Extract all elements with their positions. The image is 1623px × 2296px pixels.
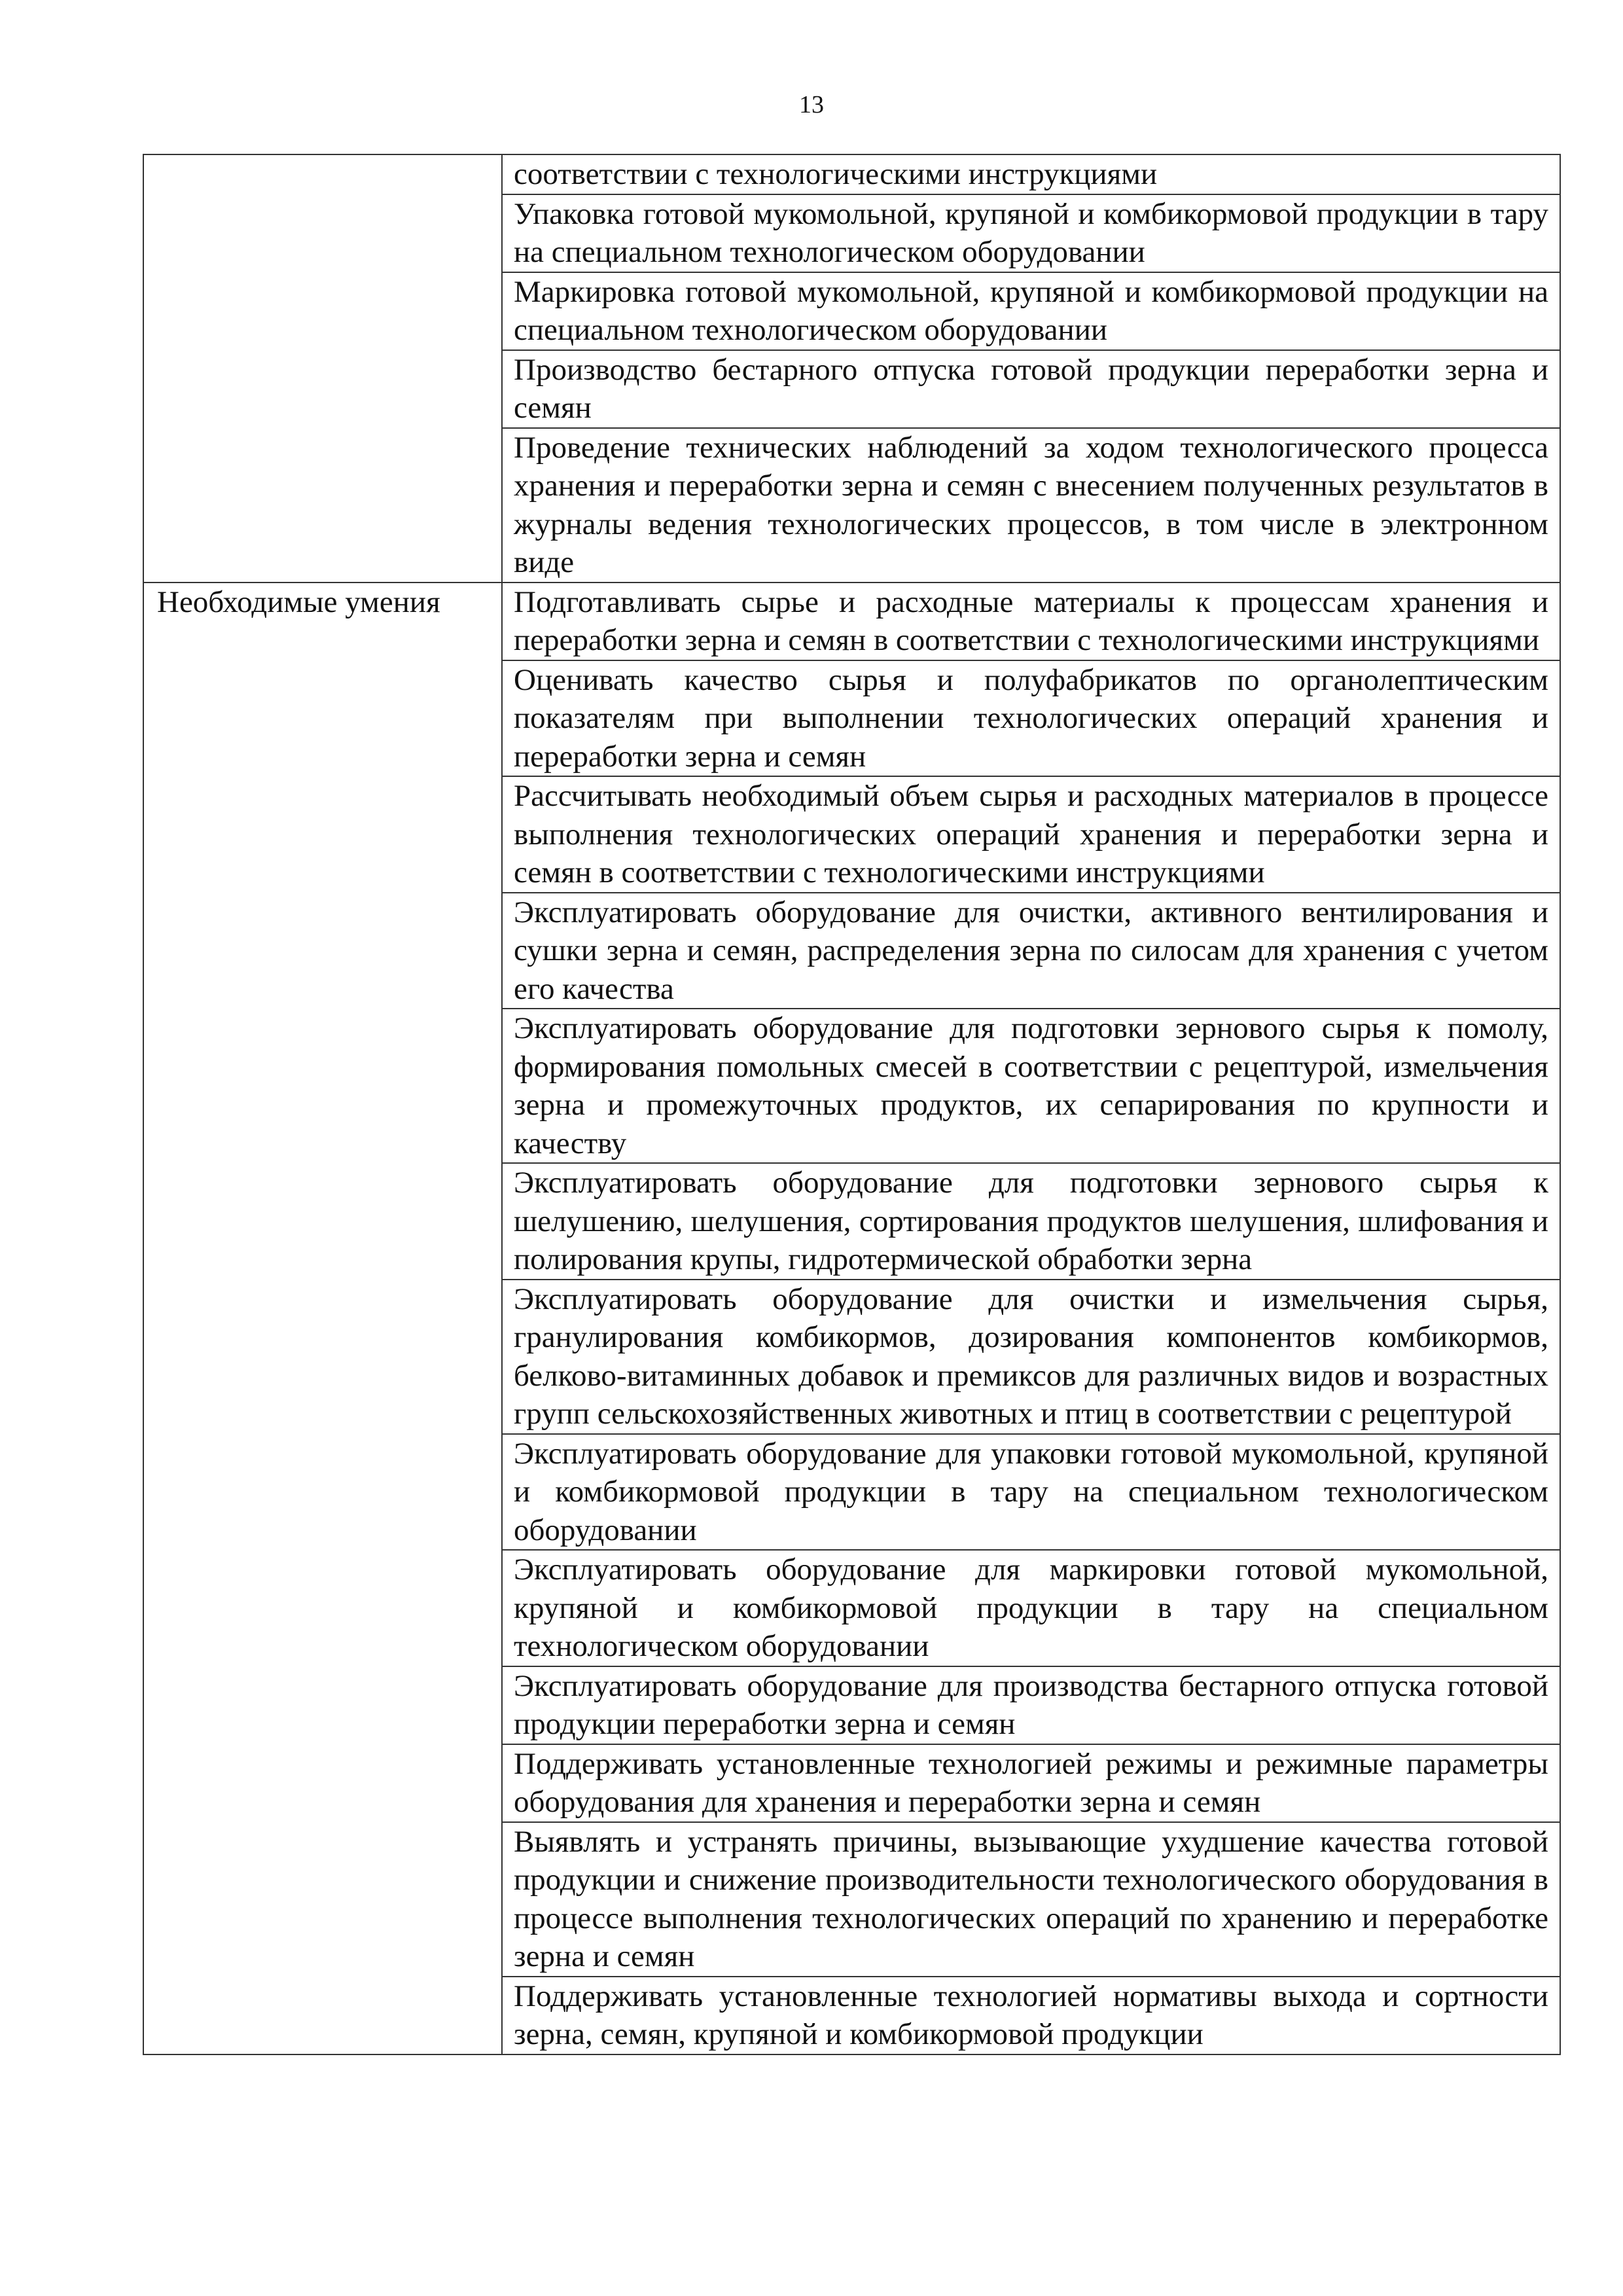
label-cell-empty [143,428,502,583]
row-text-13: Эксплуатировать оборудование для маркировки готовой мукомольной, крупяной и комбикормовой продукции в тару на специальном технологическом оборудовании [502,1550,1560,1666]
row-text-3: Производство бестарного отпуска готовой продукции переработки зерна и семян [502,350,1560,428]
table-row [143,194,1560,272]
table-row [143,893,1560,1009]
row-text-8: Эксплуатировать оборудование для очистки, активного вентилирования и сушки зерна и семян, распределения зерна по силосам для хранения с учетом его качества [502,893,1560,1009]
table-row [143,1280,1560,1434]
table-row [143,1009,1560,1163]
table-row [143,154,1560,194]
row-text-6: Оценивать качество сырья и полуфабрикатов по органолептическим показателям при выполнении технологических операций хранения и переработки зерна и семян [502,660,1560,777]
table-row [143,1822,1560,1977]
table-row [143,1744,1560,1822]
label-cell-empty [143,660,502,777]
label-cell-empty [143,1822,502,1977]
label-cell-empty [143,1977,502,2054]
label-cell-empty [143,776,502,893]
table-row [143,660,1560,777]
label-cell-empty [143,1550,502,1666]
table-row [143,272,1560,350]
functions-table [143,154,1561,2055]
table-row [143,776,1560,893]
row-text-4: Проведение технических наблюдений за ходом технологического процесса хранения и переработки зерна и семян с внесением полученных результатов в журналы ведения технологических процессов, в том числе в электронном виде [502,428,1560,583]
table-row [143,1434,1560,1551]
label-cell-empty [143,194,502,272]
table-row [143,1977,1560,2054]
label-cell-labor-actions [143,154,502,194]
row-text-11: Эксплуатировать оборудование для очистки и измельчения сырья, гранулирования комбикормов, дозирования компонентов комбикормов, белково-витаминных добавок и премиксов для различных видов и возрастных групп сельскохозяйственных животных и птиц в соответствии с рецептурой [502,1280,1560,1434]
row-text-17: Поддерживать установленные технологией нормативы выхода и сортности зерна, семян, крупяной и комбикормовой продукции [502,1977,1560,2054]
table-row [143,350,1560,428]
label-cell-empty [143,1744,502,1822]
row-text-10: Эксплуатировать оборудование для подготовки зернового сырья к шелушению, шелушения, сортирования продуктов шелушения, шлифования и полирования крупы, гидротермической обработки зерна [502,1163,1560,1280]
label-cell-empty [143,893,502,1009]
table-row [143,428,1560,583]
table-row [143,1163,1560,1280]
label-cell-empty [143,1666,502,1744]
page-number: 13 [799,91,824,118]
row-text-2: Маркировка готовой мукомольной, крупяной и комбикормовой продукции на специальном технологическом оборудовании [502,272,1560,350]
row-text-1: Упаковка готовой мукомольной, крупяной и комбикормовой продукции в тару на специальном технологическом оборудовании [502,194,1560,272]
label-cell-empty [143,1163,502,1280]
table-row [143,583,1560,660]
label-cell-empty [143,1434,502,1551]
label-cell-empty [143,1280,502,1434]
row-text-15: Поддерживать установленные технологией режимы и режимные параметры оборудования для хранения и переработки зерна и семян [502,1744,1560,1822]
row-text-5: Подготавливать сырье и расходные материалы к процессам хранения и переработки зерна и семян в соответствии с технологическими инструкциями [502,583,1560,660]
label-cell-empty [143,350,502,428]
row-text-7: Рассчитывать необходимый объем сырья и расходных материалов в процессе выполнения технологических операций хранения и переработки зерна и семян в соответствии с технологическими инструкциями [502,776,1560,893]
label-cell-empty [143,272,502,350]
row-text-12: Эксплуатировать оборудование для упаковки готовой мукомольной, крупяной и комбикормовой продукции в тару на специальном технологическом оборудовании [502,1434,1560,1551]
label-cell-skills: Необходимые умения [143,583,502,660]
label-cell-empty [143,1009,502,1163]
row-text-14: Эксплуатировать оборудование для производства бестарного отпуска готовой продукции переработки зерна и семян [502,1666,1560,1744]
table-row [143,1666,1560,1744]
row-text-9: Эксплуатировать оборудование для подготовки зернового сырья к помолу, формирования помольных смесей в соответствии с рецептурой, измельчения зерна и промежуточных продуктов, их сепарирования по крупности и качеству [502,1009,1560,1163]
table-row [143,1550,1560,1666]
row-text-16: Выявлять и устранять причины, вызывающие ухудшение качества готовой продукции и снижение производительности технологического оборудования в процессе выполнения технологических операций по хранению и переработке зерна и семян [502,1822,1560,1977]
row-text-0: соответствии с технологическими инструкциями [502,154,1560,194]
